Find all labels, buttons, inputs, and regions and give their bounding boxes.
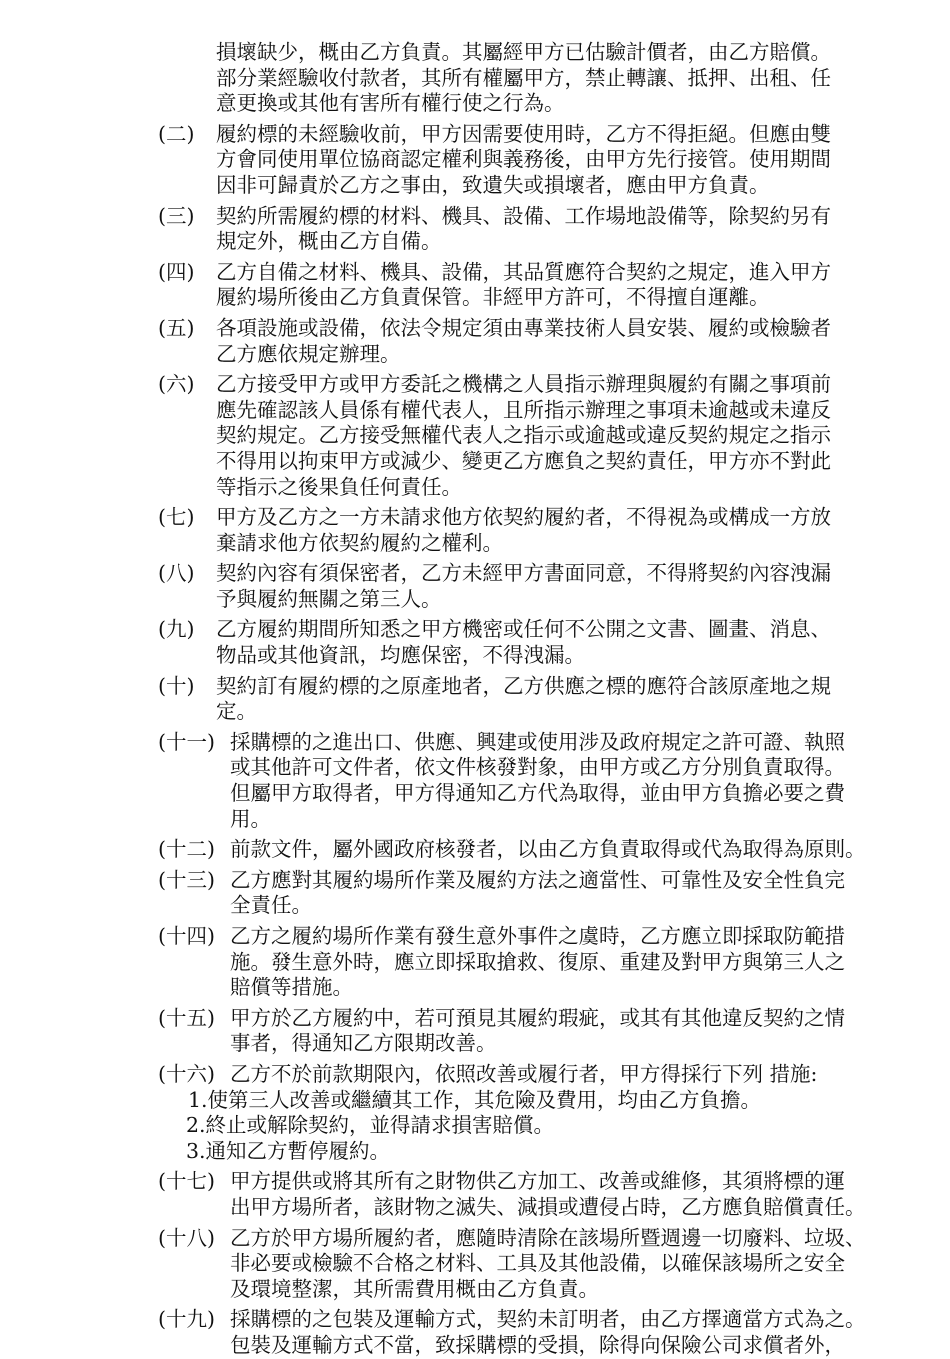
clause-text-line: 甲方提供或將其所有之財物供乙方加工、改善或維修，其須將標的運 [230,1169,845,1194]
clause-text-line: 施。發生意外時，應立即採取搶救、復原、重建及對甲方與第三人之 [230,949,845,974]
clause-text-line: 乙方之履約場所作業有發生意外事件之虞時，乙方應立即採取防範措 [230,924,845,948]
clause-text-line: 乙方應依規定辦理。 [216,341,401,366]
paragraph-line: 部分業經驗收付款者，其所有權屬甲方，禁止轉讓、抵押、出租、任 [216,65,831,90]
clause-text-line: 應先確認該人員係有權代表人，且所指示辦理之事項未逾越或未違反 [216,397,831,422]
clause-text-line: 乙方應對其履約場所作業及履約方法之適當性、可靠性及安全性負完 [230,867,845,892]
clause-number: (十八) [158,1225,215,1250]
contract-clauses [158,40,918,1359]
sub-item: 2.終止或解除契約，並得請求損害賠償。 [186,1113,555,1138]
clause-item [158,1169,918,1220]
clause-number: (十一) [158,729,215,754]
clause-number: (十九) [158,1307,215,1332]
continued-paragraph [158,40,918,117]
sub-item: 3.通知乙方暫停履約。 [186,1138,391,1163]
clause-item [158,924,918,1001]
clause-text-line: 或其他許可文件者，依文件核發對象，由甲方或乙方分別負責取得。 [230,755,845,780]
clause-number: (八) [158,561,195,586]
clause-number: (五) [158,315,195,340]
clause-item [158,122,918,199]
sub-item: 1.使第三人改善或繼續其工作，其危險及費用，均由乙方負擔。 [188,1087,762,1112]
clause-text-line: 賠償等措施。 [230,975,353,1000]
clause-item [158,505,918,556]
clause-number: (十六) [158,1061,215,1086]
clause-number: (七) [158,505,195,530]
clause-number: (九) [158,617,195,642]
clause-number: (十二) [158,837,215,862]
clause-item [158,1226,918,1303]
paragraph-line: 意更換或其他有害所有權行使之行為。 [216,91,565,116]
clause-number: (十五) [158,1005,215,1030]
clause-text-line: 非必要或檢驗不合格之材料、工具及其他設備，以確保該場所之安全 [230,1251,845,1276]
clause-number: (十四) [158,924,215,948]
clause-text-line: 等指示之後果負任何責任。 [216,474,462,499]
clause-text-line: 契約規定。乙方接受無權代表人之指示或逾越或違反契約規定之指示 [216,423,831,448]
clause-item [158,204,918,255]
clause-text-line: 履約場所後由乙方負責保管。非經甲方許可，不得擅自運離。 [216,285,770,310]
clause-text-line: 甲方及乙方之一方未請求他方依契約履約者，不得視為或構成一方放 [216,505,831,530]
clause-text-line: 乙方接受甲方或甲方委託之機構之人員指示辦理與履約有關之事項前 [216,372,831,397]
clause-text-line: 不得用以拘束甲方或減少、變更乙方應負之契約責任，甲方亦不對此 [216,448,831,473]
clause-item [158,617,918,668]
clause-item [158,1006,918,1057]
clause-text-line: 但屬甲方取得者，甲方得通知乙方代為取得，並由甲方負擔必要之費 [230,781,845,806]
clause-text-line: 規定外，概由乙方自備。 [216,229,442,254]
clause-text-line: 前款文件，屬外國政府核發者，以由乙方負責取得或代為取得為原則。 [230,837,866,862]
clause-item [158,1307,918,1358]
clause-text-line: 甲方於乙方履約中，若可預見其履約瑕疵，或其有其他違反契約之情 [230,1005,845,1030]
clause-text-line: 及環境整潔，其所需費用概由乙方負責。 [230,1276,599,1301]
clause-text-line: 契約所需履約標的材料、機具、設備、工作場地設備等，除契約另有 [216,203,831,228]
clause-item [158,837,918,863]
clause-item [158,260,918,311]
clause-text-line: 採購標的之包裝及運輸方式，契約未訂明者，由乙方擇適當方式為之。 [230,1307,866,1332]
clause-number: (十) [158,673,195,698]
clause-text-line: 包裝及運輸方式不當，致採購標的受損，除得向保險公司求償者外， [230,1332,845,1357]
clause-item [158,316,918,367]
clause-item [158,730,918,832]
clause-text-line: 物品或其他資訊，均應保密，不得洩漏。 [216,643,585,668]
paragraph-line: 損壞缺少，概由乙方負責。其屬經甲方已估驗計價者，由乙方賠償。 [216,40,831,64]
clause-item [158,372,918,500]
clause-number: (十三) [158,867,215,892]
clause-text-line: 契約訂有履約標的之原產地者，乙方供應之標的應符合該原產地之規 [216,673,831,698]
clause-text-line: 定。 [216,699,257,724]
clause-text-line: 全責任。 [230,893,312,918]
clause-text-line: 棄請求他方依契約履約之權利。 [216,530,503,555]
clause-list [158,122,918,1359]
clause-text-line: 乙方於甲方場所履約者，應隨時清除在該場所暨週邊一切廢料、垃圾、 [230,1225,866,1250]
clause-text-line: 因非可歸責於乙方之事由，致遺失或損壞者，應由甲方負責。 [216,172,770,197]
clause-number: (十七) [158,1169,215,1194]
clause-item [158,1062,918,1088]
clause-number: (四) [158,259,195,284]
clause-text-line: 方會同使用單位協商認定權利與義務後，由甲方先行接管。使用期間 [216,147,831,172]
clause-text-line: 乙方履約期間所知悉之甲方機密或任何不公開之文書、圖畫、消息、 [216,617,831,642]
clause-item [158,561,918,612]
clause-text-line: 予與履約無關之第三人。 [216,586,442,611]
clause-item [158,868,918,919]
clause-text-line: 事者，得通知乙方限期改善。 [230,1031,497,1056]
clause-text-line: 用。 [230,806,271,831]
clause-text-line: 乙方自備之材料、機具、設備，其品質應符合契約之規定，進入甲方 [216,259,831,284]
clause-number: (三) [158,203,195,228]
clause-number: (六) [158,372,195,397]
clause-text-line: 履約標的未經驗收前，甲方因需要使用時，乙方不得拒絕。但應由雙 [216,121,831,146]
clause-text-line: 各項設施或設備，依法令規定須由專業技術人員安裝、履約或檢驗者 [216,315,831,340]
clause-item [158,674,918,725]
clause-text-line: 採購標的之進出口、供應、興建或使用涉及政府規定之許可證、執照 [230,729,845,754]
clause-number: (二) [158,121,195,146]
clause-text-line: 契約內容有須保密者，乙方未經甲方書面同意，不得將契約內容洩漏 [216,561,831,586]
clause-text-line: 出甲方場所者，該財物之滅失、減損或遭侵占時，乙方應負賠償責任。 [230,1194,866,1219]
clause-text-line: 乙方不於前款期限內，依照改善或履行者，甲方得採行下列 措施: [230,1061,818,1086]
